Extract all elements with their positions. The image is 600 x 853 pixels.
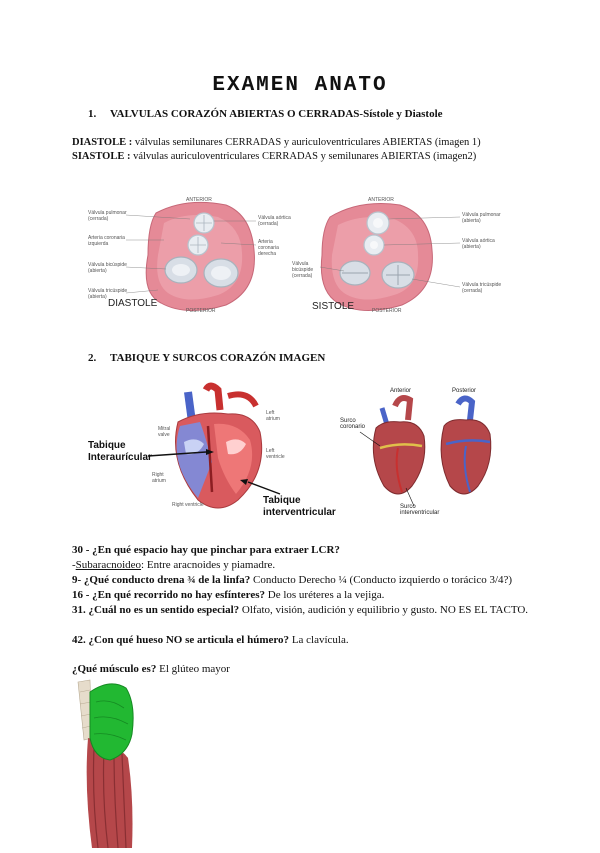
sistole-caption: SISTOLE <box>312 301 355 312</box>
label-tricuspide-abierta: Válvula tricúspide (abierta) <box>88 288 128 300</box>
label-valvula-pulmonar-abierta: Válvula pulmonar (abierta) <box>462 212 501 224</box>
diastole-label: DIASTOLE : <box>72 137 133 148</box>
question-42-text: 42. ¿Con qué hueso NO se articula el húmero? <box>72 634 290 646</box>
question-30-text: 30 - ¿En qué espacio hay que pinchar para extraer LCR? <box>72 544 340 556</box>
question-muscle <box>72 662 542 677</box>
label-tabique-interventricular: Tabique interventricular <box>263 495 336 518</box>
label-aortica-cerrada: Válvula aórtica (cerrada) <box>258 215 291 227</box>
sistole-line <box>72 151 476 162</box>
section2-heading-text: TABIQUE Y SURCOS CORAZÓN IMAGEN <box>110 352 326 364</box>
sistole-figure <box>290 195 520 320</box>
answer-42-text: La clavícula. <box>289 634 349 646</box>
sistole-label: SIASTOLE : <box>72 151 131 162</box>
question-9 <box>72 573 542 588</box>
diastole-posterior-label: POSTERIOR <box>186 308 216 314</box>
label-anterior: Anterior <box>390 388 412 394</box>
gluteus-maximus-illustration <box>70 678 150 848</box>
section2-number: 2. <box>88 352 97 364</box>
question-16 <box>72 588 542 603</box>
question-9-text: 9- ¿Qué conducto drena ¾ de la linfa? <box>72 574 251 586</box>
label-surco-interventricular: Surco interventricular <box>400 504 440 516</box>
label-aortica-abierta: Válvula aórtica (abierta) <box>462 238 495 250</box>
label-left-atrium: Left atrium <box>266 410 280 422</box>
label-bicuspide-cerrada: Válvula bicúspide (cerrada) <box>292 261 314 279</box>
label-tabique-interauricular: Tabique Interaurícular <box>88 440 152 463</box>
answer-30-text: : Entre aracnoides y piamadre. <box>141 559 276 571</box>
label-bicuspide-abierta: Válvula bicúspide (abierta) <box>88 262 127 274</box>
question-42 <box>72 633 542 648</box>
label-tricuspide-cerrada: Válvula tricúspide (cerrada) <box>462 282 502 294</box>
label-left-ventricle: Left ventricle <box>266 448 285 460</box>
label-mitral-valve: Mitral valve <box>158 426 171 438</box>
label-posterior: Posterior <box>452 388 477 394</box>
sistole-anterior-label: ANTERIOR <box>368 197 394 203</box>
diastole-text: válvulas semilunares CERRADAS y auriculoventriculares ABIERTAS (imagen 1) <box>132 137 481 148</box>
section2-heading <box>88 352 325 364</box>
diastole-anterior-label: ANTERIOR <box>186 197 212 203</box>
diastole-caption: DIASTOLE <box>108 298 158 309</box>
sistole-text: válvulas auriculoventriculares CERRADAS y semilunares ABIERTAS (imagen2) <box>130 151 477 162</box>
question-31 <box>72 603 542 618</box>
label-coronaria-derecha: Arteria coronaria derecha <box>258 239 279 257</box>
answer-muscle-text: El glúteo mayor <box>156 663 230 675</box>
question-30 <box>72 543 542 558</box>
answer-31-text: Olfato, visión, audición y equilibrio y gusto. NO ES EL TACTO. <box>239 604 529 616</box>
question-muscle-text: ¿Qué músculo es? <box>72 663 157 675</box>
label-right-ventricle: Right ventricle <box>172 502 204 508</box>
section1-heading-text: VALVULAS CORAZÓN ABIERTAS O CERRADAS-Sístole y Diastole <box>110 108 443 120</box>
answer-9-text: Conducto Derecho ¼ (Conducto izquierdo o torácico 3/4?) <box>250 574 513 586</box>
question-16-text: 16 - ¿En qué recorrido no hay esfínteres? <box>72 589 265 601</box>
answer-30: -Subaracnoideo: Entre aracnoides y piamadre. <box>72 559 276 571</box>
gluteus-figure <box>70 678 150 848</box>
label-coronaria-izquierda: Arteria coronaria izquierda <box>88 235 125 247</box>
sistole-posterior-label: POSTERIOR <box>372 308 402 314</box>
sulci-figure <box>340 388 510 528</box>
label-surco-coronario: Surco coronario <box>340 418 366 430</box>
section1-number: 1. <box>88 108 97 120</box>
question-31-text: 31. ¿Cuál no es un sentido especial? <box>72 604 240 616</box>
page-title: EXAMEN ANATO <box>212 74 388 97</box>
answer-16-text: De los uréteres a la vejiga. <box>265 589 385 601</box>
septum-figure <box>88 382 348 522</box>
answer-30-term: Subaracnoideo <box>75 559 142 571</box>
section1-heading <box>88 108 443 120</box>
diastole-figure <box>86 195 291 320</box>
diastole-line <box>72 137 481 148</box>
label-right-atrium: Right atrium <box>152 472 166 484</box>
label-valvula-pulmonar-cerrada: Válvula pulmonar (cerrada) <box>88 210 127 222</box>
